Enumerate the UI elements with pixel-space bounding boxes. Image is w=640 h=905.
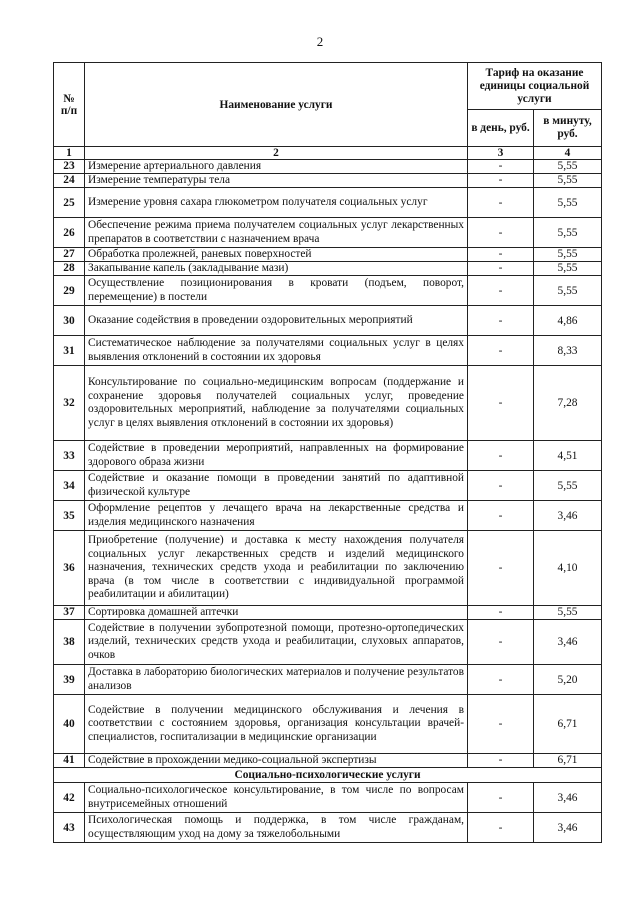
row-number: 37 (54, 606, 85, 620)
tariff-per-minute: 5,55 (534, 188, 602, 218)
tariff-per-day: - (468, 531, 534, 606)
table-row (54, 665, 602, 695)
table-row (54, 783, 602, 813)
service-name: Сортировка домашней аптечки (85, 606, 468, 620)
table-row (54, 160, 602, 174)
column-number: 3 (468, 147, 534, 160)
tariff-per-day: - (468, 218, 534, 248)
service-name: Психологическая помощь и поддержка, в том числе гражданам, осуществляющим уход на дому за тяжелобольными (85, 813, 468, 843)
tariff-per-day: - (468, 606, 534, 620)
section-title: Социально-психологические услуги (54, 768, 602, 783)
tariff-per-minute: 3,46 (534, 501, 602, 531)
row-number: 36 (54, 531, 85, 606)
tariff-per-day: - (468, 160, 534, 174)
table-row (54, 606, 602, 620)
tariff-per-day: - (468, 276, 534, 306)
tariff-per-day: - (468, 665, 534, 695)
row-number: 43 (54, 813, 85, 843)
tariff-per-minute: 5,55 (534, 248, 602, 262)
service-name: Оказание содействия в проведении оздоровительных мероприятий (85, 306, 468, 336)
tariff-per-day: - (468, 262, 534, 276)
row-number: 32 (54, 366, 85, 441)
tariff-per-day: - (468, 620, 534, 665)
table-row (54, 188, 602, 218)
row-number: 34 (54, 471, 85, 501)
table-row (54, 218, 602, 248)
tariff-per-minute: 3,46 (534, 783, 602, 813)
row-number: 23 (54, 160, 85, 174)
service-name: Систематическое наблюдение за получателями социальных услуг в целях выявления отклонений в состоянии их здоровья (85, 336, 468, 366)
column-number: 2 (85, 147, 468, 160)
tariff-per-day: - (468, 471, 534, 501)
tariff-per-minute: 5,55 (534, 471, 602, 501)
table-row (54, 695, 602, 754)
tariff-per-minute: 5,55 (534, 276, 602, 306)
table-row (54, 754, 602, 768)
tariff-per-day: - (468, 695, 534, 754)
service-name: Осуществление позиционирования в кровати (подъем, поворот, перемещение) в постели (85, 276, 468, 306)
table-row (54, 174, 602, 188)
header-tariff: Тариф на оказание единицы социальной услуги (468, 63, 602, 110)
service-name: Оформление рецептов у лечащего врача на лекарственные средства и изделия медицинского назначения (85, 501, 468, 531)
table-row (54, 501, 602, 531)
service-name: Консультирование по социально-медицинским вопросам (поддержание и сохранение здоровья получателей социальных услуг, проведение оздоровительных мероприятий, наблюдение за получателями социальных услуг в целях выявления отклонений в состоянии их здоровья) (85, 366, 468, 441)
tariff-per-minute: 6,71 (534, 754, 602, 768)
row-number: 28 (54, 262, 85, 276)
row-number: 30 (54, 306, 85, 336)
table-row (54, 276, 602, 306)
table-body (54, 147, 602, 843)
table-row (54, 531, 602, 606)
row-number: 41 (54, 754, 85, 768)
header-per-day: в день, руб. (468, 110, 534, 147)
tariff-per-day: - (468, 441, 534, 471)
service-name: Измерение температуры тела (85, 174, 468, 188)
table-row (54, 306, 602, 336)
tariff-per-minute: 5,20 (534, 665, 602, 695)
tariff-per-day: - (468, 188, 534, 218)
tariff-per-minute: 5,55 (534, 174, 602, 188)
tariff-per-day: - (468, 366, 534, 441)
column-numbers-row (54, 147, 602, 160)
tariff-per-minute: 4,51 (534, 441, 602, 471)
tariff-per-minute: 4,10 (534, 531, 602, 606)
service-name: Содействие и оказание помощи в проведении занятий по адаптивной физической культуре (85, 471, 468, 501)
table-row (54, 620, 602, 665)
tariff-per-minute: 4,86 (534, 306, 602, 336)
tariff-per-day: - (468, 501, 534, 531)
row-number: 27 (54, 248, 85, 262)
tariff-per-minute: 5,55 (534, 606, 602, 620)
tariff-per-minute: 5,55 (534, 218, 602, 248)
row-number: 31 (54, 336, 85, 366)
header-per-minute: в минуту, руб. (534, 110, 602, 147)
tariff-per-minute: 7,28 (534, 366, 602, 441)
tariff-per-minute: 6,71 (534, 695, 602, 754)
tariff-per-day: - (468, 783, 534, 813)
row-number: 25 (54, 188, 85, 218)
column-number: 4 (534, 147, 602, 160)
header-name: Наименование услуги (85, 63, 468, 147)
service-name: Содействие в получении медицинского обслуживания и лечения в соответствии с состоянием здоровья, организация консультации врачей-специалистов, госпитализации в медицинские организации (85, 695, 468, 754)
service-name: Обработка пролежней, раневых поверхностей (85, 248, 468, 262)
table-row (54, 441, 602, 471)
tariff-per-minute: 3,46 (534, 620, 602, 665)
row-number: 42 (54, 783, 85, 813)
tariff-per-day: - (468, 306, 534, 336)
table-row (54, 248, 602, 262)
service-name: Содействие в получении зубопротезной помощи, протезно-ортопедических изделий, технических средств ухода и реабилитации, слуховых аппаратов, очков (85, 620, 468, 665)
row-number: 24 (54, 174, 85, 188)
tariff-per-day: - (468, 336, 534, 366)
service-name: Содействие в прохождении медико-социальной экспертизы (85, 754, 468, 768)
page-number: 2 (316, 34, 324, 49)
tariff-table (53, 62, 602, 843)
row-number: 29 (54, 276, 85, 306)
service-name: Измерение артериального давления (85, 160, 468, 174)
tariff-per-minute: 3,46 (534, 813, 602, 843)
row-number: 38 (54, 620, 85, 665)
row-number: 39 (54, 665, 85, 695)
service-name: Обеспечение режима приема получателем социальных услуг лекарственных препаратов в соответствии с назначением врача (85, 218, 468, 248)
service-name: Социально-психологическое консультирование, в том числе по вопросам внутрисемейных отношений (85, 783, 468, 813)
service-name: Доставка в лабораторию биологических материалов и получение результатов анализов (85, 665, 468, 695)
row-number: 40 (54, 695, 85, 754)
table-row (54, 366, 602, 441)
table-row (54, 336, 602, 366)
column-number: 1 (54, 147, 85, 160)
table-row (54, 813, 602, 843)
header-num: № п/п (54, 63, 85, 147)
service-name: Приобретение (получение) и доставка к месту нахождения получателя социальных услуг лекарственных средств и изделий медицинского назначения, технических средств ухода и реабилитации по заключению врача (в том числе в соответствии с индивидуальной программой реабилитации и абилитации) (85, 531, 468, 606)
service-name: Закапывание капель (закладывание мази) (85, 262, 468, 276)
row-number: 35 (54, 501, 85, 531)
tariff-per-day: - (468, 174, 534, 188)
tariff-per-day: - (468, 813, 534, 843)
service-name: Содействие в проведении мероприятий, направленных на формирование здорового образа жизни (85, 441, 468, 471)
tariff-per-minute: 5,55 (534, 160, 602, 174)
service-name: Измерение уровня сахара глюкометром получателя социальных услуг (85, 188, 468, 218)
table-row (54, 471, 602, 501)
tariff-per-day: - (468, 248, 534, 262)
row-number: 26 (54, 218, 85, 248)
tariff-per-minute: 8,33 (534, 336, 602, 366)
tariff-per-day: - (468, 754, 534, 768)
tariff-per-minute: 5,55 (534, 262, 602, 276)
table-row (54, 262, 602, 276)
section-row (54, 768, 602, 783)
row-number: 33 (54, 441, 85, 471)
